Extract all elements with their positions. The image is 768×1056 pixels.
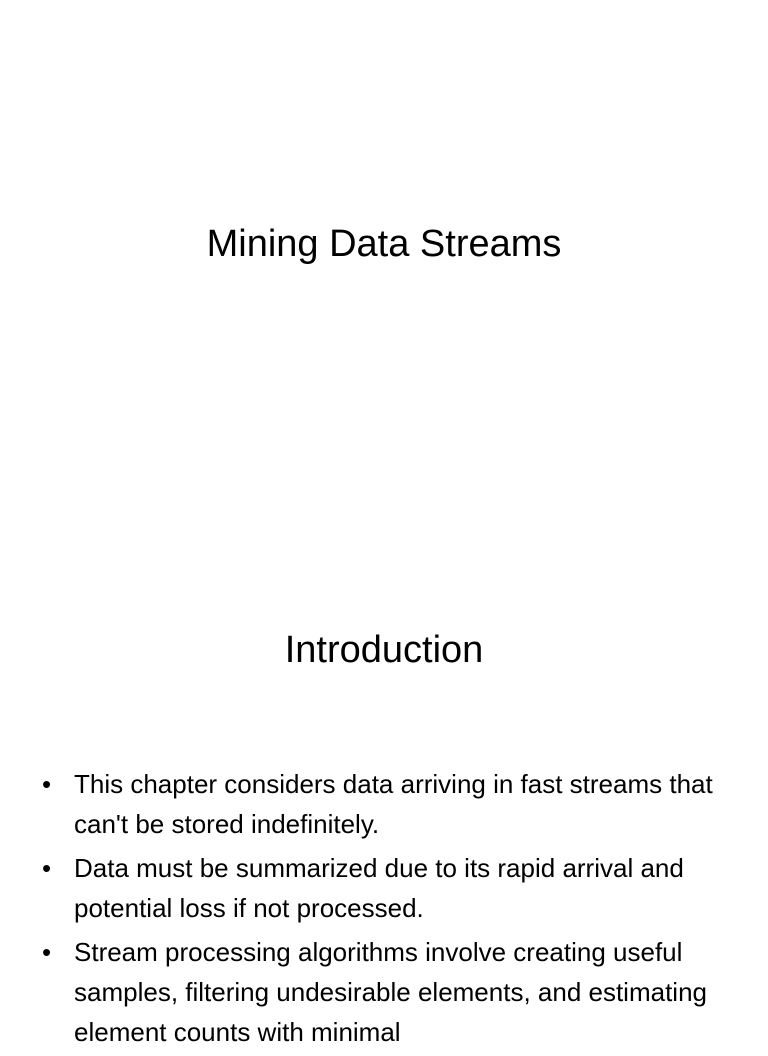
list-item — [40, 764, 730, 844]
list-item — [40, 932, 730, 1052]
bullet-text: This chapter considers data arriving in fast streams that can't be stored indefinitely. — [74, 769, 713, 839]
list-item — [40, 848, 730, 928]
bullet-point-icon: • — [42, 853, 52, 883]
bullet-text: Data must be summarized due to its rapid arrival and potential loss if not processed. — [74, 853, 684, 923]
content-slide — [0, 560, 768, 1047]
bullet-text: Stream processing algorithms involve creating useful samples, filtering undesirable elements, and estimating element counts with minimal — [74, 937, 708, 1047]
bullet-point-icon: • — [42, 769, 52, 799]
slide-heading: Introduction — [284, 629, 484, 671]
bullet-point-icon: • — [42, 937, 52, 967]
bullet-list — [40, 764, 730, 1056]
slide-title: Mining Data Streams — [206, 223, 562, 265]
